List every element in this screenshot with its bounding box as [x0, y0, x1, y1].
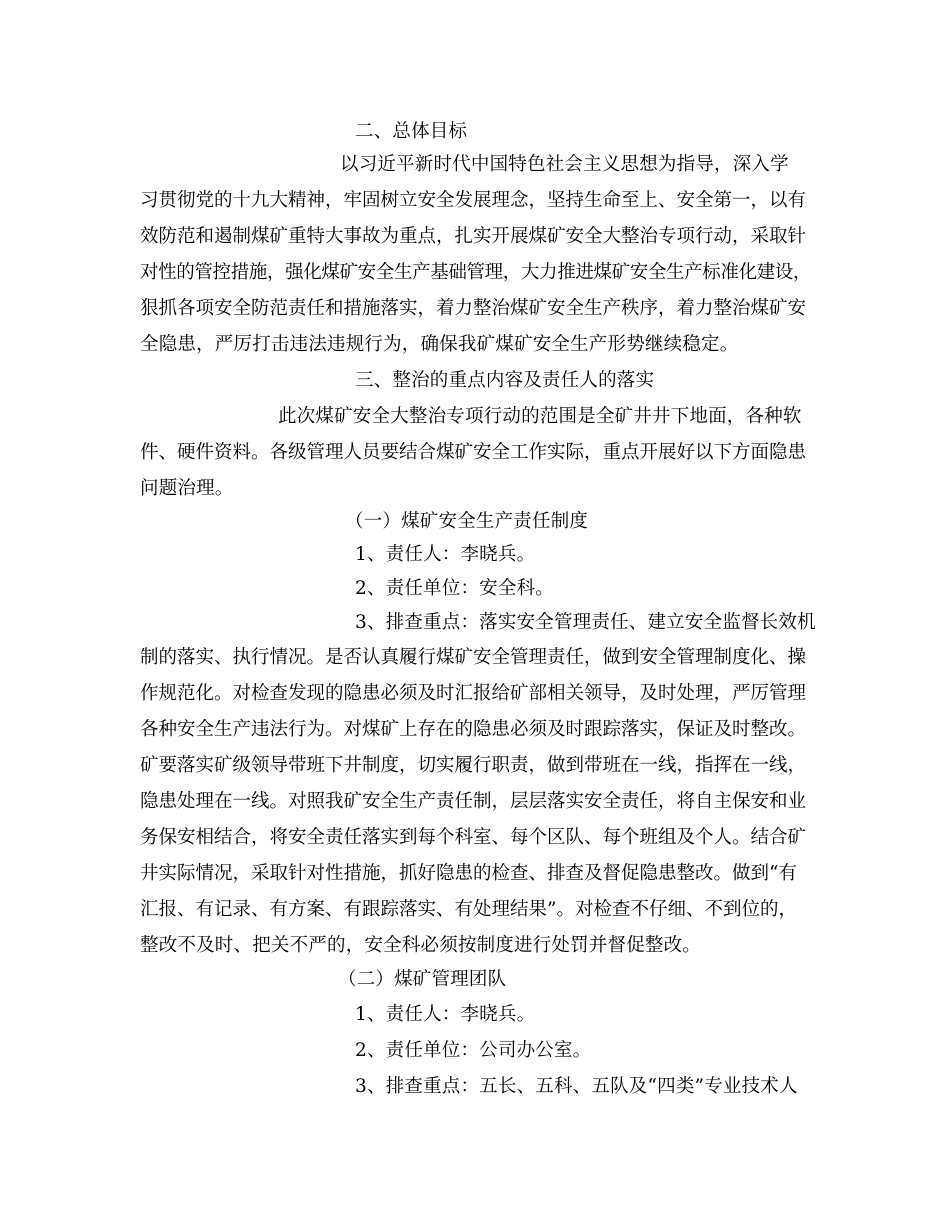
paragraph-line: 此次煤矿安全大整治专项行动的范围是全矿井井下地面，各种软 — [278, 406, 802, 427]
paragraph-line: 件、硬件资料。各级管理人员要结合煤矿安全工作实际，重点开展好以下方面隐患 — [140, 442, 807, 463]
list-item: 1、责任人：李晓兵。 — [355, 1004, 536, 1025]
paragraph-line: 习贯彻党的十九大精神，牢固树立安全发展理念，坚持生命至上、安全第一，以有 — [140, 190, 807, 211]
paragraph-line: 狠抓各项安全防范责任和措施落实，着力整治煤矿安全生产秩序，着力整治煤矿安 — [140, 298, 807, 319]
list-item: 1、责任人：李晓兵。 — [355, 544, 536, 565]
paragraph-line: 矿要落实矿级领导带班下井制度，切实履行职责，做到带班在一线，指挥在一线， — [140, 755, 807, 776]
section-heading-overall-goal: 二、总体目标 — [355, 121, 468, 142]
paragraph-line: 整改不及时、把关不严的，安全科必须按制度进行处罚并督促整改。 — [140, 935, 702, 956]
paragraph-line: 井实际情况，采取针对性措施，抓好隐患的检查、排查及督促隐患整改。做到“有 — [140, 863, 797, 884]
list-item: 3、排查重点：五长、五科、五队及“四类”专业技术人 — [355, 1076, 798, 1097]
paragraph-line: 以习近平新时代中国特色社会主义思想为指导，深入学 — [340, 154, 789, 175]
paragraph-line: 制的落实、执行情况。是否认真履行煤矿安全管理责任，做到安全管理制度化、操 — [140, 647, 807, 668]
section-heading-key-content: 三、整治的重点内容及责任人的落实 — [355, 370, 655, 391]
paragraph-line: 隐患处理在一线。对照我矿安全生产责任制，层层落实安全责任，将自主保安和业 — [140, 791, 807, 812]
paragraph-line: 对性的管控措施，强化煤矿安全生产基础管理，大力推进煤矿安全生产标准化建设， — [140, 262, 812, 283]
paragraph-line: 汇报、有记录、有方案、有跟踪落实、有处理结果”。对检查不仔细、不到位的， — [140, 899, 797, 920]
paragraph-line: 效防范和遏制煤矿重特大事故为重点，扎实开展煤矿安全大整治专项行动，采取针 — [140, 226, 807, 247]
list-item: 2、责任单位：安全科。 — [355, 578, 554, 599]
paragraph-line: 全隐患，严厉打击违法违规行为，确保我矿煤矿安全生产形势继续稳定。 — [140, 334, 739, 355]
paragraph-line: 各种安全生产违法行为。对煤矿上存在的隐患必须及时跟踪落实，保证及时整改。 — [140, 719, 807, 740]
paragraph-line: 务保安相结合，将安全责任落实到每个科室、每个区队、每个班组及个人。结合矿 — [140, 827, 807, 848]
list-item: 3、排查重点：落实安全管理责任、建立安全监督长效机 — [355, 612, 816, 633]
list-item: 2、责任单位：公司办公室。 — [355, 1040, 592, 1061]
subsection-heading-management-team: （二）煤矿管理团队 — [338, 969, 507, 990]
paragraph-line: 作规范化。对检查发现的隐患必须及时汇报给矿部相关领导，及时处理，严厉管理 — [140, 683, 807, 704]
subsection-heading-responsibility-system: （一）煤矿安全生产责任制度 — [345, 511, 589, 532]
paragraph-line: 问题治理。 — [140, 478, 234, 499]
